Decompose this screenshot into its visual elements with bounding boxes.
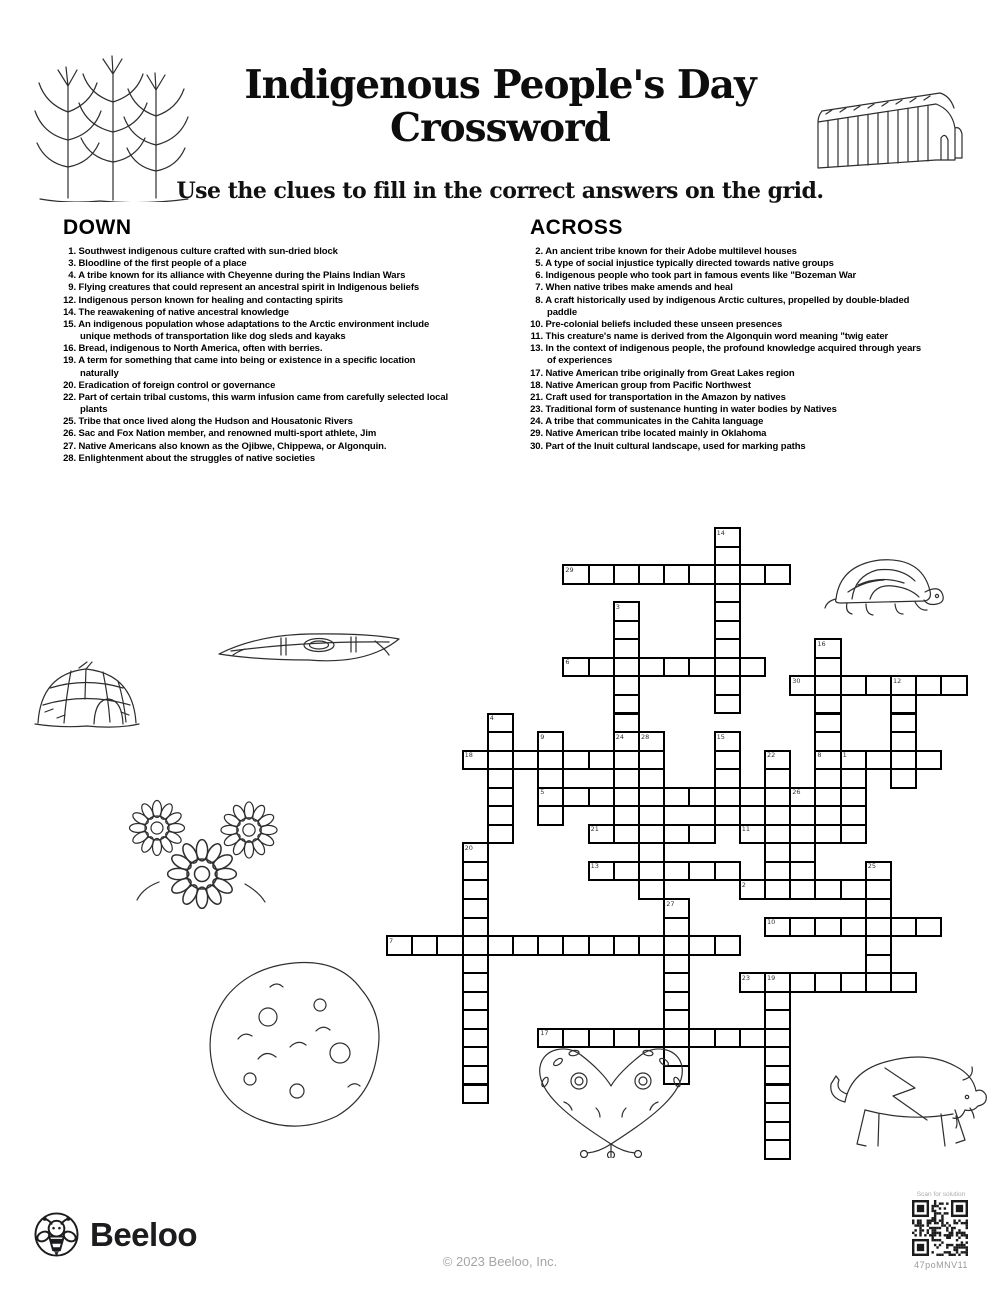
buffalo-icon: [815, 1044, 995, 1162]
clue-number: 28.: [63, 452, 76, 464]
grid-cell: [613, 824, 640, 845]
grid-cell: [638, 768, 665, 789]
grid-cell: [487, 787, 514, 808]
kayak-icon: [215, 625, 405, 673]
clue-number: 20.: [63, 379, 76, 391]
grid-cell: [840, 787, 867, 808]
grid-cell: [814, 787, 841, 808]
grid-cell: [890, 731, 917, 752]
grid-cell-number: 17: [540, 1029, 549, 1038]
grid-cell-number: 27: [666, 899, 675, 908]
grid-cell: [890, 768, 917, 789]
grid-cell: [714, 620, 741, 641]
grid-cell: [663, 861, 690, 882]
bee-logo-icon: [33, 1211, 80, 1258]
page-subtitle: Use the clues to fill in the correct answers on the grid.: [176, 177, 824, 204]
grid-cell-number: 29: [565, 565, 574, 574]
clue-number: 17.: [530, 367, 543, 379]
grid-cell: [764, 879, 791, 900]
grid-cell: [537, 750, 564, 771]
sunflowers-icon: [103, 786, 301, 920]
grid-cell: [915, 917, 942, 938]
grid-cell: [537, 768, 564, 789]
clue-text: Flying creatures that could represent an ancestral spirit in Indigenous beliefs: [78, 282, 420, 294]
grid-cell: [764, 1139, 791, 1160]
grid-cell: [613, 787, 640, 808]
grid-cell: [764, 824, 791, 845]
grid-cell: [739, 1028, 766, 1049]
grid-cell: [840, 917, 867, 938]
grid-cell: [613, 805, 640, 826]
grid-cell: [462, 972, 489, 993]
clue-text: Tribe that once lived along the Hudson and Housatonic Rivers: [78, 416, 353, 428]
grid-cell: [714, 1028, 741, 1049]
grid-cell: [764, 768, 791, 789]
clue-number: 30.: [530, 440, 543, 452]
clue-text: The reawakening of native ancestral knowledge: [78, 306, 289, 318]
grid-cell: [739, 564, 766, 585]
grid-cell: [512, 935, 539, 956]
clue-number: 29.: [530, 428, 543, 440]
grid-cell: [890, 694, 917, 715]
grid-cell-number: 21: [590, 825, 599, 834]
buffalo-illustration: [815, 1044, 995, 1162]
grid-cell: [688, 935, 715, 956]
grid-cell: [638, 824, 665, 845]
qr-code: [912, 1200, 968, 1256]
grid-cell: [688, 564, 715, 585]
grid-cell: [487, 935, 514, 956]
grid-cell: [688, 824, 715, 845]
floral-heart-icon: [512, 1036, 712, 1158]
grid-cell: [865, 750, 892, 771]
grid-cell: [688, 861, 715, 882]
grid-cell: [764, 1084, 791, 1105]
grid-cell: [865, 935, 892, 956]
grid-cell: [562, 787, 589, 808]
grid-cell: [714, 657, 741, 678]
clue-number: 11.: [530, 331, 543, 343]
clue-text: Part of the Inuit cultural landscape, used for marking paths: [545, 440, 806, 452]
grid-cell: [663, 824, 690, 845]
clue-number: 1.: [68, 246, 76, 257]
grid-cell: [512, 750, 539, 771]
grid-cell-number: 13: [590, 862, 599, 871]
clue-number: 6.: [535, 270, 543, 282]
grid-cell: [462, 1009, 489, 1030]
grid-cell: [462, 898, 489, 919]
sunflowers-illustration: [103, 786, 301, 920]
grid-cell: [613, 935, 640, 956]
clue-number: 13.: [530, 343, 543, 355]
grid-cell: [814, 657, 841, 678]
clue-number: 25.: [63, 416, 76, 428]
grid-cell: [562, 750, 589, 771]
grid-cell: [840, 675, 867, 696]
grid-cell: [814, 713, 841, 734]
grid-cell: [890, 972, 917, 993]
grid-cell: [487, 731, 514, 752]
grid-cell: [764, 1121, 791, 1142]
grid-cell: [638, 787, 665, 808]
grid-cell: [865, 898, 892, 919]
grid-cell-number: 10: [767, 918, 776, 927]
clue-text: Eradication of foreign control or governance: [78, 379, 276, 391]
clue-number: 19.: [63, 355, 76, 367]
grid-cell: [789, 861, 816, 882]
grid-cell: [865, 954, 892, 975]
grid-cell: [688, 657, 715, 678]
grid-cell: [613, 861, 640, 882]
clue-text: Indigenous person known for healing and contacting spirits: [78, 294, 343, 306]
grid-cell-number: 14: [716, 528, 725, 537]
grid-cell: [638, 935, 665, 956]
grid-cell-number: 6: [565, 658, 570, 667]
grid-cell: [814, 675, 841, 696]
grid-cell: [714, 750, 741, 771]
grid-cell: [638, 879, 665, 900]
clue-text: Native Americans also known as the Ojibwe, Chippewa, or Algonquin.: [78, 440, 387, 452]
clue-text: Bloodline of the first people of a place: [78, 258, 247, 270]
clue-number: 9.: [68, 282, 76, 294]
clue-text: Native American tribe located mainly in Oklahoma: [545, 428, 767, 440]
grid-cell: [613, 768, 640, 789]
clue-text: This creature's name is derived from the Algonquin word meaning "twig eater: [545, 331, 889, 343]
grid-cell-number: 9: [540, 732, 545, 741]
grid-cell: [814, 694, 841, 715]
grid-cell: [638, 750, 665, 771]
clue-text: A tribe known for its alliance with Cheyenne during the Plains Indian Wars: [78, 270, 406, 282]
grid-cell: [588, 564, 615, 585]
clue-text: An ancient tribe known for their Adobe multilevel houses: [545, 246, 797, 257]
grid-cell-number: 19: [767, 973, 776, 982]
qr-caption: Scan for solution: [916, 1191, 966, 1198]
clue-text: A craft historically used by indigenous Arctic cultures, propelled by double-bladed paddle: [545, 294, 910, 318]
turtle-illustration: [818, 545, 956, 627]
clue-number: 22.: [63, 391, 76, 403]
grid-cell: [714, 787, 741, 808]
grid-cell: [638, 805, 665, 826]
grid-cell: [462, 917, 489, 938]
brand-wordmark: Beeloo: [90, 1215, 198, 1253]
grid-cell: [814, 768, 841, 789]
grid-cell: [663, 564, 690, 585]
grid-cell: [487, 805, 514, 826]
grid-cell: [462, 935, 489, 956]
grid-cell: [663, 1009, 690, 1030]
kayak-illustration: [215, 625, 405, 673]
clue-number: 26.: [63, 428, 76, 440]
grid-cell: [940, 675, 967, 696]
grid-cell: [714, 694, 741, 715]
turtle-icon: [818, 545, 956, 627]
grid-cell: [462, 879, 489, 900]
grid-cell: [613, 657, 640, 678]
grid-cell: [537, 805, 564, 826]
grid-cell: [840, 879, 867, 900]
grid-cell: [714, 564, 741, 585]
clue-text: Bread, indigenous to North America, often with berries.: [78, 343, 323, 355]
grid-cell: [638, 842, 665, 863]
clue-number: 10.: [530, 318, 543, 330]
grid-cell: [764, 1028, 791, 1049]
grid-cell: [638, 861, 665, 882]
clue-text: Craft used for transportation in the Amazon by natives: [545, 391, 786, 403]
grid-cell: [487, 750, 514, 771]
grid-cell: [487, 768, 514, 789]
grid-cell: [638, 657, 665, 678]
grid-cell: [764, 1065, 791, 1086]
grid-cell: [714, 546, 741, 567]
grid-cell: [613, 694, 640, 715]
grid-cell: [739, 657, 766, 678]
grid-cell: [789, 842, 816, 863]
grid-cell-number: 22: [767, 751, 776, 760]
wigwam-icon: [33, 660, 141, 732]
grid-cell: [638, 564, 665, 585]
grid-cell: [537, 935, 564, 956]
clue-number: 21.: [530, 391, 543, 403]
clue-number: 16.: [63, 343, 76, 355]
grid-cell: [764, 1102, 791, 1123]
grid-cell: [739, 787, 766, 808]
clue-number: 4.: [68, 270, 76, 282]
grid-cell: [890, 917, 917, 938]
grid-cell: [764, 564, 791, 585]
clue-text: Sac and Fox Nation member, and renowned multi-sport athlete, Jim: [78, 428, 377, 440]
clue-number: 5.: [535, 258, 543, 270]
grid-cell-number: 12: [893, 676, 902, 685]
clue-number: 8.: [535, 294, 543, 306]
grid-cell: [915, 750, 942, 771]
grid-cell: [613, 675, 640, 696]
grid-cell: [613, 638, 640, 659]
grid-cell-number: 1: [842, 751, 847, 760]
grid-cell-number: 7: [389, 936, 394, 945]
grid-cell: [764, 1046, 791, 1067]
clue-number: 15.: [63, 318, 76, 330]
grid-cell: [462, 1084, 489, 1105]
clue-text: Indigenous people who took part in famous events like "Bozeman War: [545, 270, 857, 282]
grid-cell: [840, 972, 867, 993]
qr-code-icon: [912, 1200, 968, 1256]
grid-cell: [789, 917, 816, 938]
grid-cell: [462, 991, 489, 1012]
grid-cell: [764, 805, 791, 826]
frybread-icon: [198, 955, 390, 1135]
clue-text: Native American tribe originally from Great Lakes region: [545, 367, 795, 379]
grid-cell-number: 2: [741, 880, 746, 889]
grid-cell: [814, 731, 841, 752]
grid-cell: [714, 805, 741, 826]
clue-text: A type of social injustice typically directed towards native groups: [545, 258, 834, 270]
clue-text: Pre-colonial beliefs included these unseen presences: [545, 318, 783, 330]
grid-cell: [714, 768, 741, 789]
clue-text: In the context of indigenous people, the profound knowledge acquired through years of experiences: [545, 343, 922, 367]
grid-cell: [663, 657, 690, 678]
grid-cell: [890, 713, 917, 734]
grid-cell: [663, 954, 690, 975]
grid-cell: [714, 583, 741, 604]
grid-cell-number: 30: [792, 676, 801, 685]
grid-cell: [462, 1046, 489, 1067]
clue-text: A tribe that communicates in the Cahita language: [545, 416, 764, 428]
frybread-illustration: [198, 955, 390, 1135]
grid-cell-number: 23: [741, 973, 751, 982]
grid-cell: [462, 1028, 489, 1049]
grid-cell: [764, 1009, 791, 1030]
page-title: Indigenous People's Day Crossword: [244, 62, 756, 151]
grid-cell: [411, 935, 438, 956]
grid-cell: [588, 657, 615, 678]
grid-cell: [462, 954, 489, 975]
grid-cell-number: 24: [615, 732, 625, 741]
clue-text: Part of certain tribal customs, this warm infusion came from carefully selected local plants: [78, 391, 449, 416]
grid-cell: [814, 917, 841, 938]
grid-cell-number: 18: [464, 751, 473, 760]
grid-cell: [714, 601, 741, 622]
grid-cell: [764, 842, 791, 863]
grid-cell: [613, 750, 640, 771]
grid-cell: [865, 675, 892, 696]
grid-cell: [865, 972, 892, 993]
across-heading: ACROSS: [530, 216, 623, 239]
grid-cell: [663, 972, 690, 993]
grid-cell: [915, 675, 942, 696]
grid-cell: [663, 935, 690, 956]
clue-number: 23.: [530, 404, 543, 416]
clue-text: Southwest indigenous culture crafted with sun-dried block: [78, 246, 338, 257]
grid-cell: [840, 824, 867, 845]
grid-cell: [789, 972, 816, 993]
grid-cell: [865, 879, 892, 900]
grid-cell-number: 28: [641, 732, 650, 741]
clue-number: 2.: [535, 246, 543, 257]
clue-number: 27.: [63, 440, 76, 452]
clue-text: Traditional form of sustenance hunting in water bodies by Natives: [545, 404, 837, 416]
grid-cell: [865, 917, 892, 938]
wigwam-illustration: [33, 660, 141, 732]
grid-cell: [663, 991, 690, 1012]
clue-text: When native tribes make amends and heal: [545, 282, 733, 294]
copyright-text: © 2023 Beeloo, Inc.: [442, 1254, 558, 1269]
grid-cell: [436, 935, 463, 956]
floral-heart-illustration: [512, 1036, 712, 1158]
grid-cell: [789, 805, 816, 826]
grid-cell: [613, 620, 640, 641]
grid-cell-number: 16: [817, 639, 826, 648]
grid-cell: [840, 768, 867, 789]
grid-cell: [588, 750, 615, 771]
grid-cell-number: 20: [464, 843, 473, 852]
clue-text: Enlightenment about the struggles of native societies: [78, 452, 316, 464]
grid-cell: [714, 638, 741, 659]
grid-cell-number: 8: [817, 751, 822, 760]
clue-text: Native American group from Pacific Northwest: [545, 379, 751, 391]
grid-cell: [840, 805, 867, 826]
clue-number: 18.: [530, 379, 543, 391]
grid-cell-number: 4: [489, 714, 494, 722]
clue-number: 3.: [68, 258, 76, 270]
qr-code-label: 47poMNV11: [914, 1260, 968, 1270]
grid-cell: [714, 675, 741, 696]
grid-cell: [688, 787, 715, 808]
grid-cell-number: 5: [540, 788, 545, 797]
clue-number: 24.: [530, 416, 543, 428]
grid-cell: [814, 824, 841, 845]
down-heading: DOWN: [63, 216, 132, 239]
grid-cell: [714, 935, 741, 956]
clue-text: An indigenous population whose adaptations to the Arctic environment include unique methods of transportation like dog sleds and kayaks: [78, 318, 430, 343]
grid-cell-number: 3: [615, 602, 620, 611]
grid-cell: [588, 787, 615, 808]
grid-cell-number: 25: [867, 862, 877, 871]
grid-cell: [789, 879, 816, 900]
grid-cell-number: 11: [741, 825, 751, 834]
grid-cell: [462, 861, 489, 882]
clue-number: 7.: [535, 282, 543, 294]
grid-cell: [562, 935, 589, 956]
grid-cell: [487, 824, 514, 845]
grid-cell: [462, 1065, 489, 1086]
grid-cell: [764, 787, 791, 808]
grid-cell: [890, 750, 917, 771]
grid-cell: [764, 861, 791, 882]
grid-cell: [663, 787, 690, 808]
clue-number: 14.: [63, 306, 76, 318]
grid-cell: [588, 935, 615, 956]
grid-cell: [613, 564, 640, 585]
brand-logo: [33, 1211, 197, 1258]
grid-cell-number: 15: [716, 732, 725, 741]
grid-cell: [714, 861, 741, 882]
grid-cell: [613, 713, 640, 734]
grid-cell-number: 26: [792, 788, 801, 797]
grid-cell: [789, 824, 816, 845]
grid-cell: [663, 917, 690, 938]
grid-cell: [814, 879, 841, 900]
clue-number: 12.: [63, 294, 76, 306]
grid-cell: [764, 991, 791, 1012]
clue-text: A term for something that came into being or existence in a specific location naturally: [78, 355, 416, 379]
grid-cell: [814, 972, 841, 993]
